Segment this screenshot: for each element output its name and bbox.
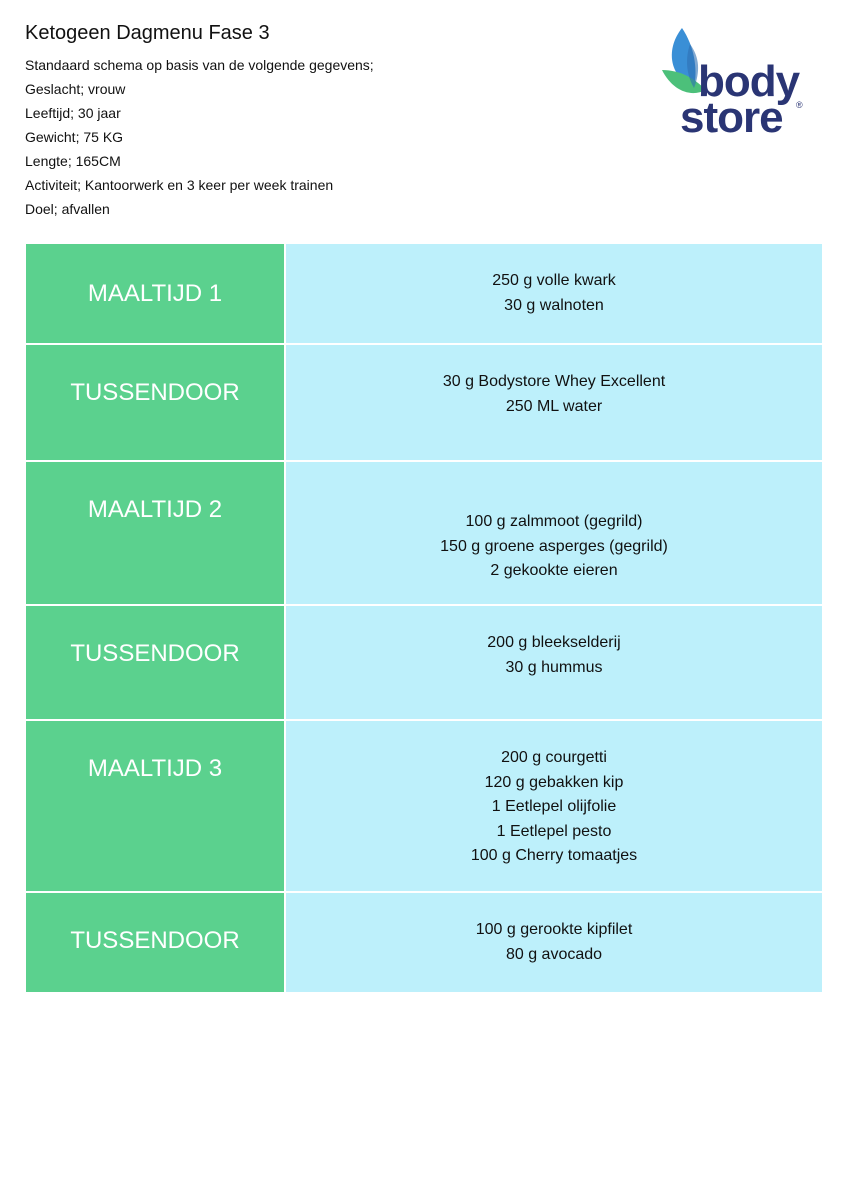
snack-label: TUSSENDOOR [70,379,240,406]
meal-label: MAALTIJD 1 [87,280,223,307]
meal-item: 2 gekookte eieren [490,562,618,579]
meal-item: 100 g zalmmoot (gegrild) [465,513,643,530]
meal-items-cell [285,720,823,892]
meal-item: 120 g gebakken kip [484,773,624,791]
meal-items-cell [285,461,823,605]
table-row [25,605,823,720]
snack-label-cell [25,892,285,993]
table-row [25,720,823,892]
meal-item: 250 ML water [505,397,603,415]
meal-item: 100 g Cherry tomaatjes [470,847,638,864]
info-line-age: Leeftijd; 30 jaar [25,105,121,121]
snack-items-cell [285,605,823,720]
meal-item: 200 g bleekselderij [487,634,621,651]
table-row [25,892,823,993]
info-line-activity: Activiteit; Kantoorwerk en 3 keer per week trainen [25,177,334,193]
snack-label: TUSSENDOOR [70,640,240,667]
meal-item: 30 g Bodystore Whey Excellent [442,373,666,390]
snack-label-cell [25,344,285,461]
meal-item: 150 g groene asperges (gegrild) [440,537,668,555]
meal-table [24,242,824,994]
snack-items-cell [285,892,823,993]
table-row [25,344,823,461]
snack-label-cell [25,605,285,720]
meal-item: 1 Eetlepel olijfolie [491,798,617,815]
document-header [25,22,374,221]
document-title: Ketogeen Dagmenu Fase 3 [25,22,270,44]
meal-label-cell [25,243,285,344]
bodystore-logo [660,24,830,142]
registered-mark: ® [796,100,803,110]
meal-item: 30 g walnoten [504,296,604,314]
meal-item: 250 g volle kwark [492,272,616,289]
table-row [25,243,823,344]
meal-label: MAALTIJD 2 [87,496,223,523]
meal-item: 80 g avocado [505,945,603,963]
snack-items-cell [285,344,823,461]
meal-label: MAALTIJD 3 [87,755,223,782]
meal-item: 30 g hummus [505,658,603,676]
meal-label-cell [25,461,285,605]
snack-label: TUSSENDOOR [70,927,240,954]
meal-item: 1 Eetlepel pesto [496,822,612,840]
info-line-gender: Geslacht; vrouw [25,81,126,97]
info-line-intro: Standaard schema op basis van de volgende gegevens; [25,57,374,73]
logo-text-body: body [698,57,800,106]
meal-items-cell [285,243,823,344]
logo-text-store: store [680,93,783,142]
table-row [25,461,823,605]
info-line-goal: Doel; afvallen [25,201,110,217]
info-line-weight: Gewicht; 75 KG [25,129,124,145]
meal-item: 100 g gerookte kipfilet [475,921,633,938]
meal-label-cell [25,720,285,892]
meal-item: 200 g courgetti [501,749,607,766]
info-line-height: Lengte; 165CM [25,153,121,169]
